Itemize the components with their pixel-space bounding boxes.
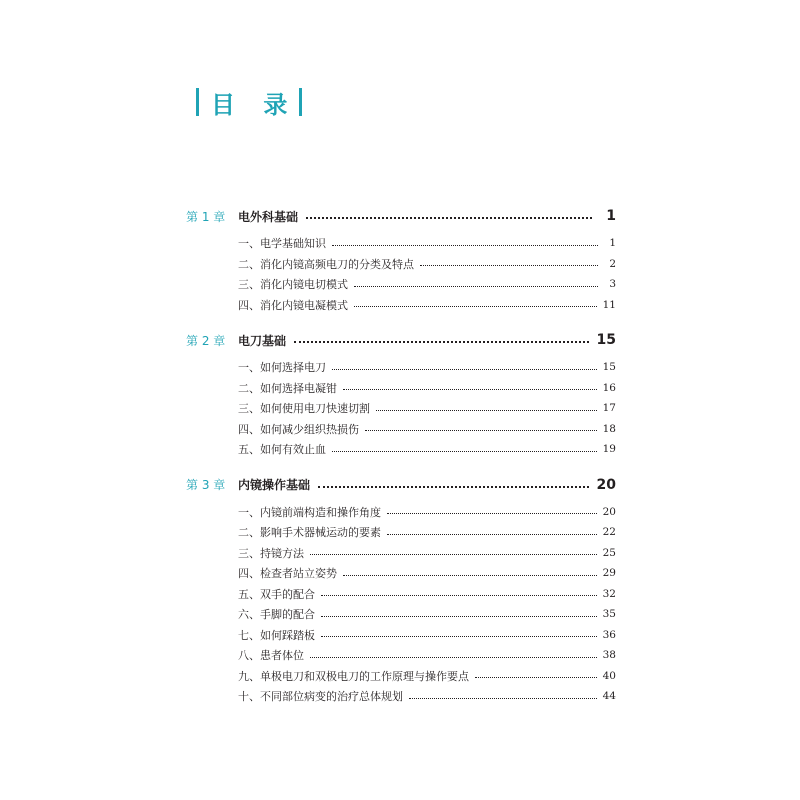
- dot-leader: [332, 451, 597, 452]
- section-row[interactable]: [186, 584, 616, 605]
- dot-leader: [321, 595, 597, 596]
- dot-leader: [343, 575, 597, 576]
- section-title: 十、不同部位病变的治疗总体规划: [238, 690, 403, 704]
- dot-leader: [387, 534, 597, 535]
- section-page: 29: [602, 567, 616, 580]
- dot-leader: [376, 410, 597, 411]
- chapter-row[interactable]: [186, 474, 616, 496]
- section-page: 15: [602, 361, 616, 374]
- section-page: 36: [602, 628, 616, 641]
- chapter-number: 第 3 章: [186, 478, 226, 492]
- section-row[interactable]: [186, 357, 616, 378]
- section-row[interactable]: [186, 686, 616, 707]
- dot-leader: [365, 430, 597, 431]
- section-title: 六、手脚的配合: [238, 608, 315, 622]
- dot-leader: [354, 286, 598, 287]
- section-row[interactable]: [186, 233, 616, 254]
- section-title: 三、消化内镜电切模式: [238, 278, 348, 292]
- section-row[interactable]: [186, 604, 616, 625]
- section-row[interactable]: [186, 398, 616, 419]
- section-row[interactable]: [186, 522, 616, 543]
- section-page: 44: [602, 690, 616, 703]
- section-page: 17: [602, 402, 616, 415]
- section-title: 三、持镜方法: [238, 546, 304, 560]
- dot-leader: [354, 306, 597, 307]
- section-page: 22: [602, 526, 616, 539]
- section-title: 五、如何有效止血: [238, 443, 326, 457]
- chapter-title: 电刀基础: [238, 333, 287, 348]
- section-title: 一、如何选择电刀: [238, 361, 326, 375]
- section-row[interactable]: [186, 439, 616, 460]
- dot-leader: [387, 513, 597, 514]
- section-row[interactable]: [186, 274, 616, 295]
- section-row[interactable]: [186, 502, 616, 523]
- section-title: 七、如何踩踏板: [238, 628, 315, 642]
- section-title: 一、电学基础知识: [238, 237, 326, 251]
- chapter-page: 1: [606, 208, 616, 224]
- chapter-page: 15: [596, 332, 616, 348]
- section-page: 32: [602, 587, 616, 600]
- chapter-block: [186, 205, 616, 315]
- dot-leader: [475, 677, 597, 678]
- dot-leader: [409, 698, 597, 699]
- section-page: 35: [602, 608, 616, 621]
- section-title: 二、影响手术器械运动的要素: [238, 526, 381, 540]
- section-page: 2: [609, 257, 616, 270]
- dot-leader: [294, 341, 589, 343]
- section-title: 三、如何使用电刀快速切割: [238, 402, 370, 416]
- dot-leader: [332, 369, 597, 370]
- dot-leader: [318, 486, 589, 488]
- chapter-row[interactable]: [186, 205, 616, 227]
- section-title: 二、如何选择电凝钳: [238, 381, 337, 395]
- section-page: 38: [602, 649, 616, 662]
- section-title: 五、双手的配合: [238, 587, 315, 601]
- table-of-contents: [186, 205, 616, 721]
- toc-heading: [196, 84, 302, 120]
- chapter-number: 第 1 章: [186, 209, 226, 224]
- dot-leader: [343, 389, 597, 390]
- chapter-block: [186, 474, 616, 707]
- section-page: 3: [609, 278, 616, 291]
- section-page: 18: [602, 422, 616, 435]
- dot-leader: [310, 657, 597, 658]
- section-row[interactable]: [186, 378, 616, 399]
- chapter-number: 第 2 章: [186, 333, 226, 348]
- section-row[interactable]: [186, 563, 616, 584]
- section-row[interactable]: [186, 295, 616, 316]
- chapter-title: 内镜操作基础: [238, 478, 311, 492]
- chapter-title: 电外科基础: [238, 209, 299, 224]
- page-title: 目 录: [211, 90, 298, 119]
- chapter-block: [186, 329, 616, 460]
- dot-leader: [321, 616, 597, 617]
- section-title: 八、患者体位: [238, 649, 304, 663]
- section-page: 20: [602, 505, 616, 518]
- heading-right-bar: [299, 88, 302, 116]
- section-title: 二、消化内镜高频电刀的分类及特点: [238, 257, 414, 271]
- dot-leader: [321, 636, 597, 637]
- section-page: 40: [602, 669, 616, 682]
- section-title: 一、内镜前端构造和操作角度: [238, 505, 381, 519]
- section-row[interactable]: [186, 645, 616, 666]
- section-row[interactable]: [186, 543, 616, 564]
- section-title: 四、如何减少组织热损伤: [238, 422, 359, 436]
- section-page: 16: [602, 381, 616, 394]
- dot-leader: [420, 265, 598, 266]
- chapter-row[interactable]: [186, 329, 616, 351]
- section-page: 25: [602, 546, 616, 559]
- dot-leader: [332, 245, 598, 246]
- heading-left-bar: [196, 88, 199, 116]
- section-title: 九、单极电刀和双极电刀的工作原理与操作要点: [238, 669, 469, 683]
- section-row[interactable]: [186, 419, 616, 440]
- section-page: 1: [609, 237, 616, 250]
- chapter-page: 20: [596, 476, 616, 493]
- section-row[interactable]: [186, 625, 616, 646]
- section-row[interactable]: [186, 666, 616, 687]
- section-title: 四、消化内镜电凝模式: [238, 298, 348, 312]
- section-page: 11: [602, 298, 616, 311]
- section-page: 19: [602, 443, 616, 456]
- dot-leader: [310, 554, 597, 555]
- section-row[interactable]: [186, 254, 616, 275]
- dot-leader: [306, 217, 592, 219]
- section-title: 四、检查者站立姿势: [238, 567, 337, 581]
